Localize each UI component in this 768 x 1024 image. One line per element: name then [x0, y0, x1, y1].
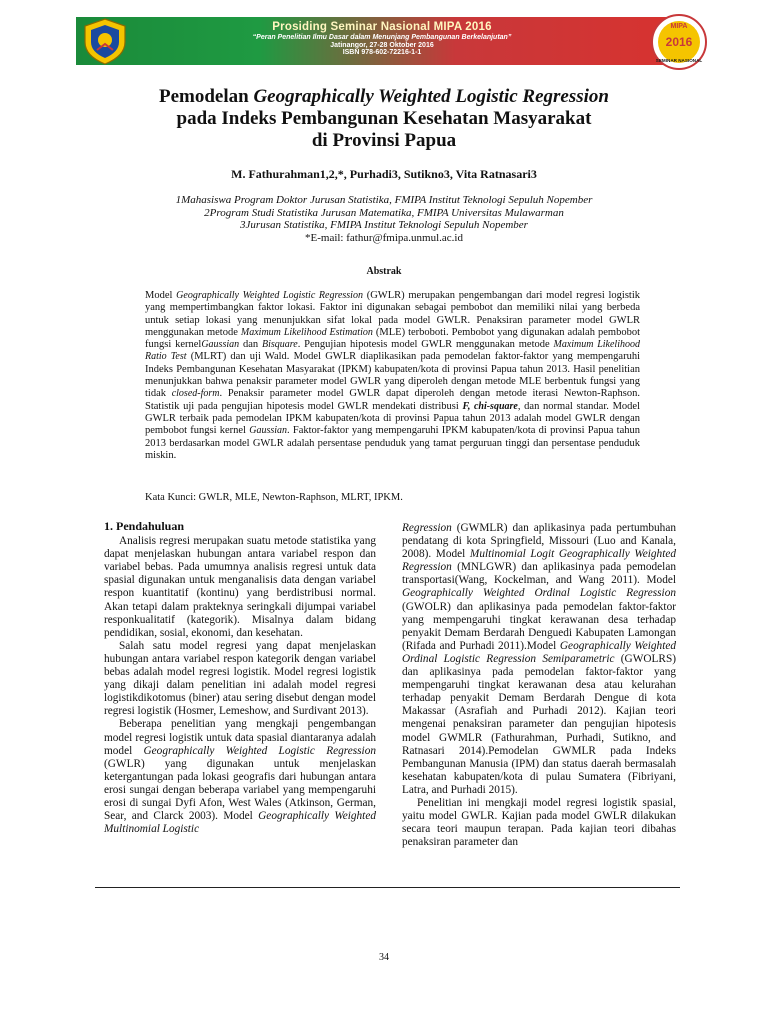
abstract-seg: (MLE) terboboti. Pembobot yang digunakan adalah pembobot fungsi kernel — [145, 326, 640, 351]
title-part3: di Provinsi Papua — [311, 130, 457, 151]
body-right-column — [402, 522, 676, 849]
abstract-seg: (MLRT) dan uji Wald. Model GWLR diaplikasikan pada pemodelan faktor-faktor yang mempengaruhi Indeks Pembangunan Kesehatan Masyarakat (IPKM) kabupaten/kota di provinsi Papua tahun 2013. Hasil penelitian menunjukkan bahwa penaksir parameter model GWLR yang diperoleh dengan metode MLE berbentuk fungsi yang tidak — [145, 351, 641, 400]
abstract-term: Geographically Weighted Logistic Regression — [176, 290, 363, 301]
abstract-term: closed-form — [171, 388, 220, 400]
logo-seminar-text: SEMINAR NASIONAL — [655, 58, 703, 63]
affiliation-1: 1Mahasiswa Program Doktor Jurusan Statistika, FMIPA Institut Teknologi Sepuluh Nopember — [175, 194, 593, 206]
title-italic: Geographically Weighted Logistic Regression — [253, 86, 609, 107]
text-seg: (MNLGWR) dan aplikasinya pada pemodelan transportasi(Wang, Kockelman, and Wang 2011). Model — [402, 561, 676, 587]
abstract-seg: dan — [239, 339, 262, 351]
proceeding-isbn: ISBN 978-602-72216-1-1 — [342, 49, 422, 56]
header-banner — [76, 17, 688, 65]
abstract-term: Gaussian — [201, 339, 240, 351]
text-term: Multinomial Logit Geographically Weighted Regression — [402, 548, 676, 574]
body-left-column — [104, 520, 376, 836]
paper-title — [100, 86, 668, 152]
abstract-term: Bisquare — [261, 339, 298, 351]
proceeding-title: Prosiding Seminar Nasional MIPA 2016 — [272, 21, 492, 33]
affiliations — [100, 194, 668, 244]
abstract-seg: , dan normal standar. Model GWLR terbaik pada pemodelan IPKM kabupaten/kota di provinsi Papua tahun 2013 adalah model GWLR dengan pembobot fungsi kernel — [145, 400, 641, 437]
seminar-logo-icon — [650, 12, 708, 72]
text-seg: (GWMLR) dan aplikasinya pada pertumbuhan pendatang di kota Springfield, Missouri (Luo and Kanala, 2008). Model — [402, 522, 676, 561]
paragraph: Analisis regresi merupakan suatu metode statistika yang dapat menjelaskan hubungan antara variabel respon dan variabel bebas. Pada umumnya analisis regresi untuk data spasial digunakan untuk menganalisis data dengan variabel respon kuantitatif (kontinu) yang berdistribusi normal. Akan tetapi dalam prakteknya seringkali dijumpai variabel responkualitatif (kategorik). Misalnya dalam bidang pendidikan, sosial, ekonomi, dan kesehatan. — [104, 535, 376, 639]
page-number: 34 — [379, 952, 389, 963]
abstract-term: Gaussian — [249, 425, 288, 437]
abstract-term: F, chi-square — [462, 400, 518, 412]
title-part1: Pemodelan — [158, 86, 254, 107]
paragraph — [104, 718, 376, 836]
abstract-seg: . Faktor-faktor yang mempengaruhi IPKM kabupaten/kota di provinsi Papua tahun 2013 berdasarkan model GWLR adalah persentase penduduk yang tamat perguruan tinggi dan persentase penduduk miskin. — [145, 425, 640, 461]
abstract-heading: Abstrak — [366, 266, 402, 277]
proceeding-dates: Jatinangor, 27-28 Oktober 2016 — [330, 42, 434, 49]
university-logo-icon — [80, 16, 130, 66]
abstract-term: Maximum Likelihood Ratio Test — [145, 339, 640, 363]
paragraph: Penelitian ini mengkaji model regresi logistik spasial, yaitu model GWLR. Kajian pada model GWLR dilakukan secara teori maupun terapan. Pada kajian teori dibahas penaksiran parameter dan — [402, 796, 676, 849]
affiliation-3: 3Jurusan Statistika, FMIPA Institut Teknologi Sepuluh Nopember — [240, 219, 528, 231]
footer-divider — [95, 887, 680, 888]
text-term: Geographically Weighted Ordinal Logistic Regression — [402, 587, 676, 600]
text-seg: (GWLR) yang digunakan untuk menjelaskan ketergantungan pada lokasi geografis dari hubungan antara erosi sungai dengan beberapa variabel yang mempengaruhi erosi di sungai Dyfi Afon, West Wales (Atkinson, German, Sear, and Clarck 2003). Model — [104, 757, 376, 823]
author-email: *E-mail: fathur@fmipa.unmul.ac.id — [305, 231, 463, 244]
proceeding-tagline: “Peran Penelitian Ilmu Dasar dalam Menunjang Pembangunan Berkelanjutan” — [252, 34, 512, 41]
abstract-seg: . Pengujian hipotesis model GWLR menggunakan metode — [297, 339, 554, 351]
paragraph: Salah satu model regresi yang dapat menjelaskan hubungan antara variabel respon kategorik dengan variabel bebas adalah model regresi logistik. Model regresi logistik yang dikaji dalam penelitian ini adalah model regresi logistikdikotomus (biner) atau sering disebut dengan model regresi logistik (Hosmer, Lemeshow, and Surdivant 2013). — [104, 639, 376, 718]
logo-mipa-text: MIPA — [670, 23, 688, 30]
paragraph — [402, 522, 676, 797]
text-term: Geographically Weighted Logistic Regression — [143, 744, 376, 757]
abstract-term: Maximum Likelihood Estimation — [240, 326, 373, 338]
abstract-text — [145, 290, 640, 462]
logo-year-text: 2016 — [665, 35, 693, 49]
abstract-seg: (GWLR) merupakan pengembangan dari model regresi logistik yang mempertimbangkan faktor lokasi. Faktor ini digunakan sebagai pembobot dan memiliki nilai yang berbeda untuk setiap lokasi yang menunjukkan sifat lokal pada model GWLR. Penaksiran parameter model GWLR menggunakan metode — [145, 290, 640, 338]
authors: M. Fathurahman1,2,*, Purhadi3, Sutikno3, Vita Ratnasari3 — [231, 167, 537, 181]
abstract-seg: . Penaksir parameter model GWLR dapat diperoleh dengan metode iterasi Newton-Raphson. Statistik uji pada pengujian hipotesis model GWLR mendekati distribusi — [145, 388, 640, 412]
abstract-seg: Model — [145, 290, 177, 301]
text-term: Geographically Weighted Ordinal Logistic Regression Semiparametric — [402, 639, 676, 665]
text-seg: Beberapa penelitian yang mengkaji pengembangan model regresi logistik untuk data spasial diantaranya adalah model — [104, 718, 376, 757]
title-part2: pada Indeks Pembangunan Kesehatan Masyarakat — [176, 108, 592, 129]
keywords: Kata Kunci: GWLR, MLE, Newton-Raphson, MLRT, IPKM. — [145, 492, 403, 503]
text-term: Regression — [402, 522, 452, 534]
text-term: Geographically Weighted Multinomial Logistic — [104, 810, 376, 836]
text-seg: (GWOLR) dan aplikasinya pada pemodelan faktor-faktor yang mempengaruhi tingkat kerawanan desa terhadap penyakit Demam Berdarah Denguedi Kabupaten Lamongan (Rifada and Purhadi 2011).Model — [402, 600, 676, 652]
section-heading: 1. Pendahuluan — [104, 519, 185, 533]
affiliation-2: 2Program Studi Statistika Jurusan Matematika, FMIPA Universitas Mulawarman — [204, 206, 564, 219]
text-seg: (GWOLRS) dan aplikasinya pada pemodelan faktor-faktor yang mempengaruhi tingkat kerawanan desa atau kelurahan terhadap penyakit Demam Berdarah Dengue di kota Makassar (Asrafiah and Purhadi 2012). Kajian teori mengenai penaksiran parameter dan pengujian hipotesis model GWMLR (Fathurahman, Purhadi, Sutikno, and Ratnasari 2014).Pemodelan GWMLR pada Indeks Pembangunan Manusia (IPM) dan status daerah bermasalah kesehatan kabupaten/kota di pulau Sumatera (Fibriyani, Latra, and Purhadi 2015). — [402, 652, 677, 796]
